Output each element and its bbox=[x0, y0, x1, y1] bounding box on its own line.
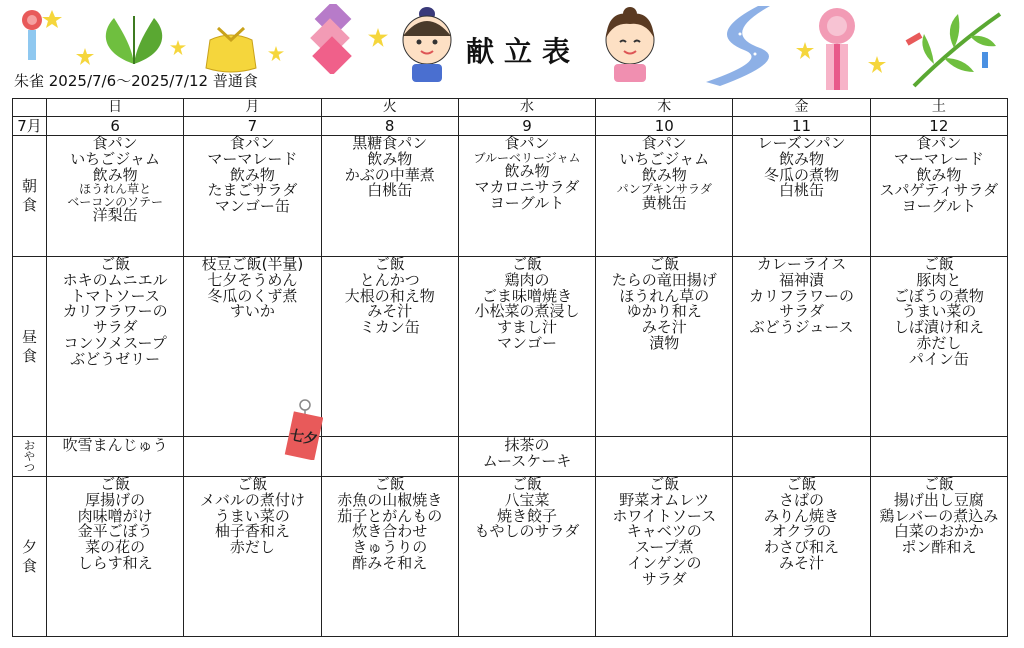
menu-item: 金平ごぼう bbox=[77, 522, 153, 541]
menu-item: 食パン bbox=[504, 134, 550, 152]
breakfast-cell bbox=[47, 136, 184, 257]
tanzaku-text: 七夕 bbox=[288, 427, 319, 449]
meal-label-char: お bbox=[24, 439, 35, 452]
menu-item: 七夕そうめん bbox=[207, 270, 298, 289]
menu-item: 洋梨缶 bbox=[92, 206, 138, 225]
tanabata-lantern-icon bbox=[14, 6, 64, 66]
date-row bbox=[13, 117, 1008, 136]
menu-item: 赤だし bbox=[916, 333, 962, 352]
menu-item: 厚揚げの 肉味噌がけ bbox=[77, 490, 153, 525]
lunch-row bbox=[13, 257, 1008, 437]
menu-item-list bbox=[733, 257, 869, 336]
meal-label-char: 夕 bbox=[21, 537, 37, 556]
date-cell: 12 bbox=[870, 117, 1007, 136]
menu-item: 菜の花の しらす和え bbox=[77, 538, 153, 572]
menu-item: 飲み物 bbox=[504, 162, 550, 181]
menu-item: パンプキンサラダ bbox=[616, 182, 712, 197]
menu-item: 白菜のおかか ポン酢和え bbox=[893, 522, 984, 556]
menu-item: 枝豆ご飯(半量) bbox=[201, 255, 304, 273]
menu-item: ご飯 bbox=[786, 475, 817, 493]
menu-item: 福神漬 bbox=[779, 270, 825, 289]
menu-item: さばの みりん焼き bbox=[764, 490, 840, 525]
menu-item: マーマレード bbox=[207, 149, 298, 168]
menu-item-list bbox=[459, 437, 595, 470]
menu-item-list bbox=[322, 136, 458, 199]
menu-item: みそ汁 bbox=[779, 553, 825, 572]
menu-item: いちごジャム bbox=[70, 149, 160, 168]
menu-item-list bbox=[184, 257, 320, 320]
menu-item: すまし汁 bbox=[496, 318, 557, 336]
lunch-cell bbox=[321, 257, 458, 437]
milky-way-icon bbox=[700, 4, 790, 88]
menu-item: ご飯 bbox=[100, 255, 131, 273]
menu-item: オクラの わさび和え bbox=[764, 522, 840, 556]
star-icon bbox=[76, 48, 94, 66]
menu-item: キャベツの スープ煮 bbox=[626, 522, 702, 556]
snack-cell bbox=[733, 437, 870, 477]
menu-item: カレーライス bbox=[756, 255, 847, 273]
menu-item: たまごサラダ bbox=[207, 181, 298, 200]
menu-item: レーズンパン bbox=[757, 134, 846, 152]
dinner-cell bbox=[870, 477, 1007, 637]
menu-table bbox=[12, 98, 1008, 637]
menu-item: ブルーベリージャム bbox=[473, 150, 581, 165]
meal-label-char: 昼 bbox=[21, 327, 37, 346]
menu-item: スパゲティサラダ bbox=[879, 181, 999, 200]
date-cell: 10 bbox=[596, 117, 733, 136]
dinner-cell bbox=[184, 477, 321, 637]
menu-item: マカロニサラダ bbox=[474, 178, 580, 197]
menu-item: 白桃缶 bbox=[779, 181, 825, 200]
snack-cell bbox=[596, 437, 733, 477]
menu-item: 鶏レバーの煮込み bbox=[879, 506, 999, 525]
menu-item: うまい菜の 柚子香和え bbox=[214, 506, 290, 541]
menu-item-list bbox=[596, 257, 732, 352]
orihime-icon bbox=[594, 6, 666, 84]
meal-label-char: 朝 bbox=[21, 177, 37, 196]
menu-item: 食パン bbox=[916, 134, 962, 152]
breakfast-cell bbox=[321, 136, 458, 257]
menu-item-list bbox=[322, 257, 458, 336]
breakfast-cell bbox=[184, 136, 321, 257]
weekday-cell: 木 bbox=[596, 99, 733, 117]
snack-cell bbox=[870, 437, 1007, 477]
menu-item: マーマレード bbox=[893, 149, 984, 168]
menu-item: ご飯 bbox=[923, 475, 954, 493]
breakfast-cell bbox=[458, 136, 595, 257]
breakfast-cell bbox=[870, 136, 1007, 257]
menu-item: 飲み物 bbox=[92, 165, 138, 184]
meal-label-snack bbox=[13, 437, 47, 477]
menu-item-list bbox=[47, 437, 183, 454]
star-icon bbox=[368, 28, 388, 48]
menu-item: ぶどうジュース bbox=[749, 318, 854, 336]
menu-item: 飲み物 bbox=[367, 149, 413, 168]
menu-item-list bbox=[733, 136, 869, 199]
menu-item: 白桃缶 bbox=[367, 181, 413, 200]
menu-item: マンゴー缶 bbox=[214, 197, 290, 215]
menu-item-list bbox=[871, 477, 1007, 556]
header bbox=[0, 0, 1024, 96]
weekday-row bbox=[13, 99, 1008, 117]
menu-item: 揚げ出し豆腐 bbox=[893, 490, 984, 509]
date-cell: 6 bbox=[47, 117, 184, 136]
menu-item: 赤魚の山椒焼き bbox=[337, 490, 443, 509]
menu-item: インゲンの サラダ bbox=[627, 553, 702, 588]
menu-item: 鶏肉の ごま味噌焼き bbox=[481, 270, 572, 305]
kusudama-icon bbox=[814, 6, 860, 92]
menu-item: パイン缶 bbox=[908, 349, 969, 368]
hikoboshi-icon bbox=[392, 6, 462, 84]
weekday-cell: 日 bbox=[47, 99, 184, 117]
menu-item-list bbox=[596, 477, 732, 587]
breakfast-row bbox=[13, 136, 1008, 257]
menu-item: ご飯 bbox=[374, 475, 405, 493]
menu-item: 小松菜の煮浸し bbox=[474, 302, 580, 321]
menu-item: ご飯 bbox=[923, 255, 954, 273]
menu-item-list bbox=[184, 477, 320, 556]
origami-paper-icon bbox=[302, 4, 362, 74]
menu-item: 黄桃缶 bbox=[641, 193, 687, 212]
tanzaku-tag-icon bbox=[275, 398, 323, 460]
menu-item: たらの竜田揚げ bbox=[611, 270, 717, 289]
menu-item: 漬物 bbox=[649, 333, 680, 352]
menu-item: 食パン bbox=[92, 134, 138, 152]
pouch-icon bbox=[200, 18, 262, 74]
dinner-cell bbox=[321, 477, 458, 637]
weekday-cell: 火 bbox=[321, 99, 458, 117]
menu-item: 野菜オムレツ ホワイトソース bbox=[612, 490, 717, 525]
menu-item: カリフラワーの サラダ bbox=[749, 286, 855, 321]
date-cell: 8 bbox=[321, 117, 458, 136]
snack-cell bbox=[321, 437, 458, 477]
meal-label-char: や bbox=[24, 450, 35, 463]
meal-label-char: 食 bbox=[21, 196, 37, 214]
menu-item: マンゴー bbox=[496, 333, 557, 352]
menu-item: 大根の和え物 bbox=[344, 286, 435, 305]
menu-item: 飲み物 bbox=[916, 165, 962, 184]
weekday-cell: 水 bbox=[458, 99, 595, 117]
menu-item: ミカン缶 bbox=[359, 318, 420, 336]
menu-item-list bbox=[871, 257, 1007, 367]
dinner-cell bbox=[47, 477, 184, 637]
menu-item: 茄子とがんもの 炊き合わせ bbox=[337, 506, 443, 541]
meal-label-char: つ bbox=[24, 461, 35, 474]
menu-item: ご飯 bbox=[649, 255, 680, 273]
lunch-cell bbox=[47, 257, 184, 437]
menu-item-list bbox=[47, 477, 183, 572]
menu-item: 冬瓜の煮物 bbox=[764, 165, 840, 184]
subtitle: 朱雀 2025/7/6～2025/7/12 普通食 bbox=[14, 72, 258, 90]
month-label: 7月 bbox=[13, 117, 47, 136]
menu-item: もやしのサラダ bbox=[474, 522, 580, 541]
menu-item: 食パン bbox=[229, 134, 275, 152]
menu-item: 冬瓜のくず煮 bbox=[207, 286, 298, 305]
menu-item: みそ汁 bbox=[641, 318, 687, 336]
menu-item: ご飯 bbox=[237, 475, 268, 493]
date-cell: 11 bbox=[733, 117, 870, 136]
menu-item: 豚肉と ごぼうの煮物 bbox=[893, 270, 984, 305]
menu-item: ホキのムニエル トマトソース bbox=[62, 270, 168, 305]
dinner-row bbox=[13, 477, 1008, 637]
menu-item: 赤だし bbox=[229, 538, 275, 556]
menu-item: いちごジャム bbox=[619, 149, 710, 168]
star-icon bbox=[268, 46, 284, 62]
menu-item-list bbox=[322, 477, 458, 572]
menu-item: 八宝菜 bbox=[504, 490, 550, 509]
menu-item: カリフラワーの サラダ bbox=[62, 302, 168, 336]
lunch-cell bbox=[733, 257, 870, 437]
menu-item: 飲み物 bbox=[779, 149, 825, 168]
menu-item: ぶどうゼリー bbox=[70, 349, 161, 368]
lunch-cell bbox=[458, 257, 595, 437]
menu-item: 抹茶の ムースケーキ bbox=[482, 436, 572, 470]
menu-item: ご飯 bbox=[511, 475, 542, 493]
meal-label-breakfast bbox=[13, 136, 47, 257]
menu-item: 食パン bbox=[641, 134, 687, 152]
breakfast-cell bbox=[596, 136, 733, 257]
menu-item-list bbox=[459, 136, 595, 212]
page-title: 献立表 bbox=[466, 35, 581, 68]
menu-item: ご飯 bbox=[649, 475, 680, 493]
menu-item-list bbox=[184, 136, 320, 215]
menu-item-list bbox=[459, 477, 595, 540]
menu-item: ご飯 bbox=[511, 255, 542, 273]
menu-item-list bbox=[459, 257, 595, 352]
snack-cell bbox=[47, 437, 184, 477]
lunch-cell bbox=[870, 257, 1007, 437]
star-icon bbox=[170, 40, 186, 56]
snack-row bbox=[13, 437, 1008, 477]
meal-label-char: 食 bbox=[21, 556, 37, 575]
menu-item: ヨーグルト bbox=[901, 197, 977, 215]
menu-item: とんかつ bbox=[359, 270, 420, 289]
menu-item-list bbox=[47, 257, 183, 367]
menu-item: 吹雪まんじゅう bbox=[62, 436, 168, 454]
menu-item-list bbox=[596, 136, 732, 212]
meal-label-dinner bbox=[13, 477, 47, 637]
menu-item: きゅうりの 酢みそ和え bbox=[352, 538, 428, 572]
menu-item: ほうれん草の ゆかり和え bbox=[619, 286, 710, 321]
menu-item: メバルの煮付け bbox=[199, 490, 305, 509]
weekday-cell: 金 bbox=[733, 99, 870, 117]
menu-item: みそ汁 bbox=[367, 302, 413, 321]
snack-cell bbox=[458, 437, 595, 477]
menu-item-list bbox=[871, 136, 1007, 215]
meal-label-char: 食 bbox=[21, 346, 37, 365]
weekday-cell: 土 bbox=[870, 99, 1007, 117]
weekday-cell: 月 bbox=[184, 99, 321, 117]
menu-item: ヨーグルト bbox=[489, 193, 565, 212]
lunch-cell bbox=[596, 257, 733, 437]
menu-item: 黒糖食パン bbox=[352, 134, 428, 152]
menu-item: かぶの中華煮 bbox=[344, 165, 435, 184]
bamboo-branch-icon bbox=[904, 6, 1004, 90]
menu-item: コンソメスープ bbox=[63, 333, 167, 352]
dinner-cell bbox=[733, 477, 870, 637]
menu-item: ご飯 bbox=[100, 475, 131, 493]
star-icon bbox=[868, 56, 886, 74]
breakfast-cell bbox=[733, 136, 870, 257]
dinner-cell bbox=[458, 477, 595, 637]
menu-item: ほうれん草と ベーコンのソテー bbox=[67, 182, 164, 209]
star-icon bbox=[796, 42, 814, 60]
menu-item: ご飯 bbox=[374, 255, 405, 273]
menu-item: すいか bbox=[229, 302, 275, 321]
date-cell: 9 bbox=[458, 117, 595, 136]
menu-item: 飲み物 bbox=[641, 165, 687, 184]
menu-item-list bbox=[733, 477, 869, 572]
bamboo-leaf-icon bbox=[94, 14, 174, 68]
meal-label-lunch bbox=[13, 257, 47, 437]
menu-item: 飲み物 bbox=[229, 165, 275, 184]
corner-cell bbox=[13, 99, 47, 117]
menu-item: うまい菜の しば漬け和え bbox=[893, 302, 984, 336]
dinner-cell bbox=[596, 477, 733, 637]
menu-item-list bbox=[47, 136, 183, 224]
menu-item: 焼き餃子 bbox=[496, 506, 557, 525]
date-cell: 7 bbox=[184, 117, 321, 136]
